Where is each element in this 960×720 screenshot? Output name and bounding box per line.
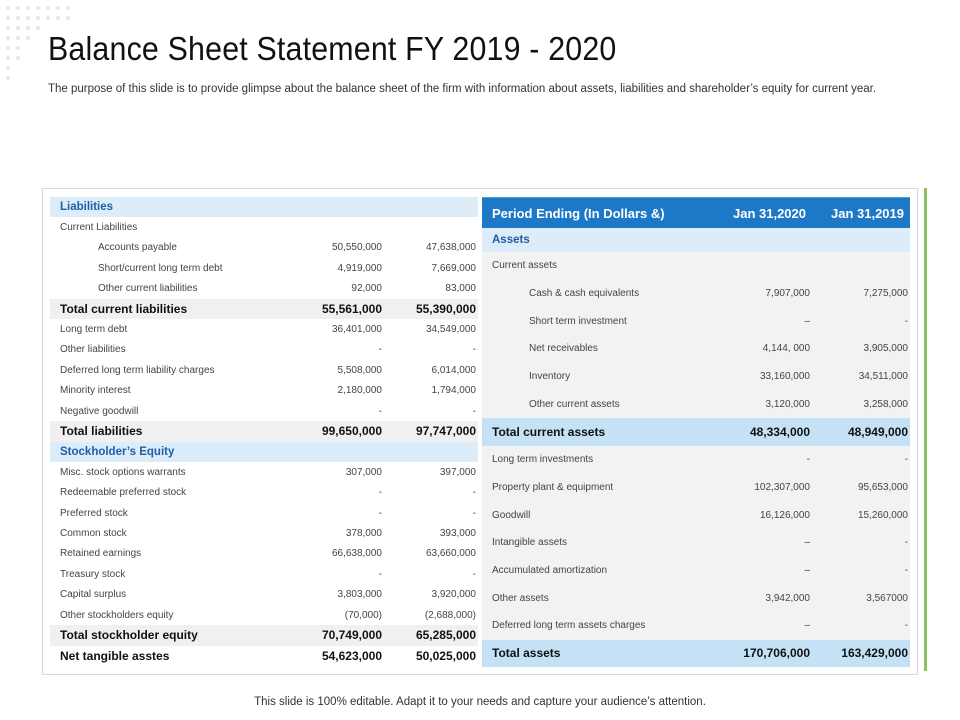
row-value-2020: - — [378, 344, 382, 356]
row-value-2020: – — [804, 537, 810, 549]
liabilities-table — [50, 197, 478, 666]
row-value-2019: 34,549,000 — [425, 324, 476, 336]
table-row — [482, 529, 910, 557]
table-row — [482, 390, 910, 418]
row-value-2019: 47,638,000 — [425, 242, 476, 254]
total-row — [482, 418, 910, 446]
row-value-2019: 7,669,000 — [431, 262, 476, 274]
row-label: Redeemable preferred stock — [60, 487, 187, 499]
row-label: Current assets — [492, 260, 558, 272]
row-value-2020: 3,803,000 — [337, 589, 382, 601]
row-value-2019: 83,000 — [445, 283, 476, 295]
row-label: Stockholder’s Equity — [60, 445, 175, 458]
row-label: Other stockholders equity — [60, 609, 174, 621]
row-value-2020: 48,334,000 — [749, 424, 810, 439]
row-label: Goodwill — [492, 509, 531, 521]
row-value-2019: 393,000 — [439, 527, 476, 539]
row-value-2020: - — [378, 405, 382, 417]
row-label: Other liabilities — [60, 344, 126, 356]
row-value-2019: - — [472, 507, 476, 519]
row-value-2020: 7,907,000 — [765, 288, 810, 300]
row-value-2020: 102,307,000 — [754, 481, 810, 493]
row-value-2019: 3,258,000 — [863, 398, 908, 410]
row-value-2019: 48,949,000 — [847, 424, 908, 439]
table-row — [50, 217, 478, 237]
total-row — [50, 646, 478, 666]
row-label: Other assets — [492, 592, 549, 604]
row-label: Short/current long term debt — [98, 262, 223, 274]
row-value-2020: 5,508,000 — [337, 364, 382, 376]
row-label: Total current liabilities — [60, 302, 188, 317]
row-label: Negative goodwill — [60, 405, 139, 417]
row-label: Other current liabilities — [98, 283, 198, 295]
row-label: Net tangible asstes — [60, 648, 170, 663]
row-label: Deferred long term liability charges — [60, 364, 215, 376]
row-label: Intangible assets — [492, 537, 568, 549]
table-row — [50, 279, 478, 299]
row-value-2019: - — [472, 405, 476, 417]
row-label: Inventory — [529, 371, 571, 383]
table-row — [482, 446, 910, 474]
row-value-2020: 55,561,000 — [321, 302, 382, 317]
row-value-2019: (2,688,000) — [424, 609, 476, 621]
row-value-2020: 54,623,000 — [321, 648, 382, 663]
row-label: Accounts payable — [98, 242, 177, 254]
row-label: Deferred long term assets charges — [492, 620, 646, 632]
row-value-2020: – — [804, 620, 810, 632]
row-value-2019: 97,747,000 — [415, 424, 476, 439]
row-value-2019: 63,660,000 — [425, 548, 476, 560]
page-title: Balance Sheet Statement FY 2019 - 2020 — [48, 30, 617, 67]
table-row — [482, 584, 910, 612]
row-label: Long term investments — [492, 454, 594, 466]
table-row — [482, 280, 910, 308]
table-row — [50, 360, 478, 380]
row-value-2020: 378,000 — [345, 527, 382, 539]
table-row — [482, 557, 910, 585]
assets-table-body — [482, 228, 910, 667]
table-row — [482, 474, 910, 502]
total-row — [482, 640, 910, 668]
row-label: Long term debt — [60, 324, 128, 336]
table-row — [50, 605, 478, 625]
table-row — [50, 482, 478, 502]
row-value-2020: 16,126,000 — [759, 509, 810, 521]
table-row — [50, 401, 478, 421]
row-value-2020: 36,401,000 — [331, 324, 382, 336]
row-value-2020: - — [806, 454, 810, 466]
row-value-2019: - — [904, 454, 908, 466]
row-value-2020: 4,144, 000 — [762, 343, 810, 355]
row-label: Misc. stock options warrants — [60, 466, 186, 478]
row-value-2020: 4,919,000 — [337, 262, 382, 274]
row-value-2019: 15,260,000 — [857, 509, 908, 521]
row-value-2019: 397,000 — [439, 466, 476, 478]
row-label: Total assets — [492, 646, 561, 661]
row-value-2020: – — [804, 564, 810, 576]
row-label: Net receivables — [529, 343, 598, 355]
accent-bar — [924, 188, 927, 671]
assets-table-header — [482, 197, 910, 228]
row-label: Liabilities — [60, 201, 114, 214]
row-label: Minority interest — [60, 385, 131, 397]
row-value-2020: - — [378, 568, 382, 580]
row-label: Total liabilities — [60, 424, 143, 439]
table-row — [50, 381, 478, 401]
row-value-2019: 1,794,000 — [431, 385, 476, 397]
table-row — [482, 363, 910, 391]
footer-note: This slide is 100% editable. Adapt it to your needs and capture your audience’s attention. — [254, 696, 706, 708]
total-row — [50, 625, 478, 645]
row-label: Common stock — [60, 527, 127, 539]
row-value-2020: 33,160,000 — [759, 371, 810, 383]
row-value-2019: - — [472, 487, 476, 499]
row-label: Treasury stock — [60, 568, 126, 580]
row-value-2020: (70,000) — [344, 609, 382, 621]
total-row — [50, 299, 478, 319]
row-value-2019: 7,275,000 — [863, 288, 908, 300]
table-row — [50, 544, 478, 564]
row-value-2019: 3,920,000 — [431, 589, 476, 601]
table-row — [50, 258, 478, 278]
table-row — [50, 319, 478, 339]
row-value-2020: – — [804, 315, 810, 327]
row-label: Current Liabilities — [60, 222, 138, 234]
row-value-2019: 34,511,000 — [858, 371, 908, 383]
total-row — [50, 421, 478, 441]
row-value-2019: - — [472, 344, 476, 356]
row-label: Cash & cash equivalents — [529, 288, 640, 300]
row-label: Retained earnings — [60, 548, 142, 560]
table-row — [50, 503, 478, 523]
row-value-2020: - — [378, 507, 382, 519]
table-row — [482, 501, 910, 529]
section-row — [50, 197, 478, 217]
row-value-2020: 170,706,000 — [743, 646, 810, 661]
row-value-2020: 99,650,000 — [321, 424, 382, 439]
row-value-2019: 6,014,000 — [431, 364, 476, 376]
row-label: Capital surplus — [60, 589, 127, 601]
table-row — [482, 612, 910, 640]
header-col-2019: Jan 31,2019 — [830, 205, 904, 221]
row-value-2019: - — [904, 620, 908, 632]
row-label: Total current assets — [492, 424, 606, 439]
row-value-2019: 163,429,000 — [841, 646, 908, 661]
table-row — [482, 335, 910, 363]
row-value-2020: 50,550,000 — [331, 242, 382, 254]
row-value-2020: 2,180,000 — [337, 385, 382, 397]
table-row — [50, 564, 478, 584]
row-value-2019: - — [904, 537, 908, 549]
section-row — [482, 228, 910, 252]
row-label: Accumulated amortization — [492, 564, 608, 576]
section-row — [50, 442, 478, 462]
row-value-2020: 3,942,000 — [765, 592, 810, 604]
header-period-label: Period Ending (In Dollars &) — [492, 205, 665, 221]
row-label: Other current assets — [529, 398, 620, 410]
row-value-2019: - — [472, 568, 476, 580]
assets-table — [482, 197, 910, 667]
row-value-2019: 3,905,000 — [863, 343, 908, 355]
row-value-2019: - — [904, 315, 908, 327]
table-row — [50, 340, 478, 360]
row-value-2019: 50,025,000 — [415, 648, 476, 663]
row-value-2019: 65,285,000 — [415, 628, 476, 643]
row-value-2019: 95,653,000 — [857, 481, 908, 493]
row-value-2019: 55,390,000 — [415, 302, 476, 317]
header-col-2020: Jan 31,2020 — [732, 205, 806, 221]
row-value-2020: 92,000 — [351, 283, 382, 295]
table-row — [50, 584, 478, 604]
row-label: Total stockholder equity — [60, 628, 198, 643]
row-value-2020: 70,749,000 — [321, 628, 382, 643]
row-value-2019: 3,567000 — [866, 592, 908, 604]
row-label: Property plant & equipment — [492, 481, 614, 493]
row-value-2019: - — [904, 564, 908, 576]
row-value-2020: 66,638,000 — [331, 548, 382, 560]
row-value-2020: - — [378, 487, 382, 499]
row-label: Preferred stock — [60, 507, 128, 519]
table-row — [50, 238, 478, 258]
table-row — [50, 523, 478, 543]
table-row — [482, 252, 910, 280]
row-value-2020: 3,120,000 — [765, 398, 810, 410]
table-row — [482, 307, 910, 335]
page-subtitle: The purpose of this slide is to provide glimpse about the balance sheet of the firm with information about assets, liabilities and shareholder’s equity for current year. — [48, 83, 877, 95]
table-row — [50, 462, 478, 482]
row-label: Short term investment — [529, 315, 627, 327]
row-label: Assets — [492, 234, 530, 246]
row-value-2020: 307,000 — [345, 466, 382, 478]
